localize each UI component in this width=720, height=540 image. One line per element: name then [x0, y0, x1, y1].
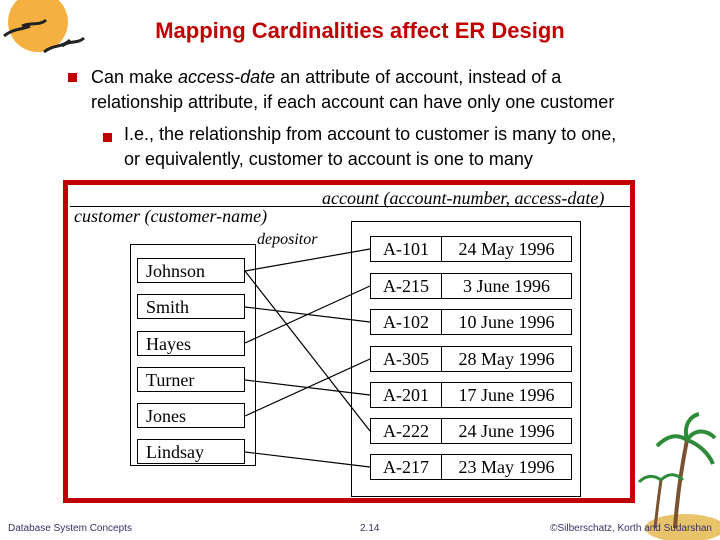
account-number: A-305 — [371, 347, 442, 371]
sub-bullet-marker — [103, 133, 112, 142]
customer-entity: Hayes — [137, 331, 245, 356]
relationship-label: depositor — [257, 231, 318, 248]
link-line — [245, 249, 370, 271]
bullet-1-prefix: Can make — [91, 67, 179, 87]
bullet-1 — [91, 65, 691, 115]
customer-entity: Smith — [137, 294, 245, 319]
customer-entity: Turner — [137, 367, 245, 392]
access-date: 24 June 1996 — [458, 421, 555, 441]
account-number: A-101 — [371, 237, 442, 261]
account-number: A-222 — [371, 419, 442, 443]
access-date: 10 June 1996 — [458, 312, 555, 332]
account-number: A-201 — [371, 383, 442, 407]
bullet-1-line2: relationship attribute, if each account can have only one customer — [91, 92, 615, 112]
bullet-2-line2: or equivalently, customer to account is one to many — [124, 149, 533, 169]
link-line — [245, 452, 370, 467]
access-date: 3 June 1996 — [463, 276, 550, 296]
account-number: A-102 — [371, 310, 442, 334]
account-number: A-215 — [371, 274, 442, 298]
access-date: 24 May 1996 — [458, 239, 555, 259]
er-figure — [63, 180, 635, 503]
access-date: 28 May 1996 — [458, 349, 555, 369]
customer-entity: Lindsay — [137, 439, 245, 464]
palm-island-icon — [625, 410, 720, 540]
footer-page-number: 2.14 — [360, 523, 380, 534]
slide-title: Mapping Cardinalities affect ER Design — [155, 18, 565, 43]
bullet-1-emphasis: access-date — [178, 67, 276, 87]
depositor-lines — [68, 185, 630, 498]
footer-right: ©Silberschatz, Korth and Sudarshan — [550, 523, 712, 534]
access-date: 17 June 1996 — [458, 385, 555, 405]
access-date: 23 May 1996 — [458, 457, 555, 477]
bullet-marker — [68, 73, 77, 82]
account-number: A-217 — [371, 455, 442, 479]
account-label: account (account-number, access-date) — [322, 188, 605, 208]
bullet-1-line1-suffix: an attribute of account, instead of a — [275, 67, 562, 87]
customer-label: customer (customer-name) — [74, 206, 268, 226]
footer-left: Database System Concepts — [8, 523, 132, 534]
customer-entity: Johnson — [137, 258, 245, 283]
bullet-2-line1: I.e., the relationship from account to customer is many to one, — [124, 124, 617, 144]
bullet-2 — [124, 122, 704, 172]
customer-entity: Jones — [137, 403, 245, 428]
